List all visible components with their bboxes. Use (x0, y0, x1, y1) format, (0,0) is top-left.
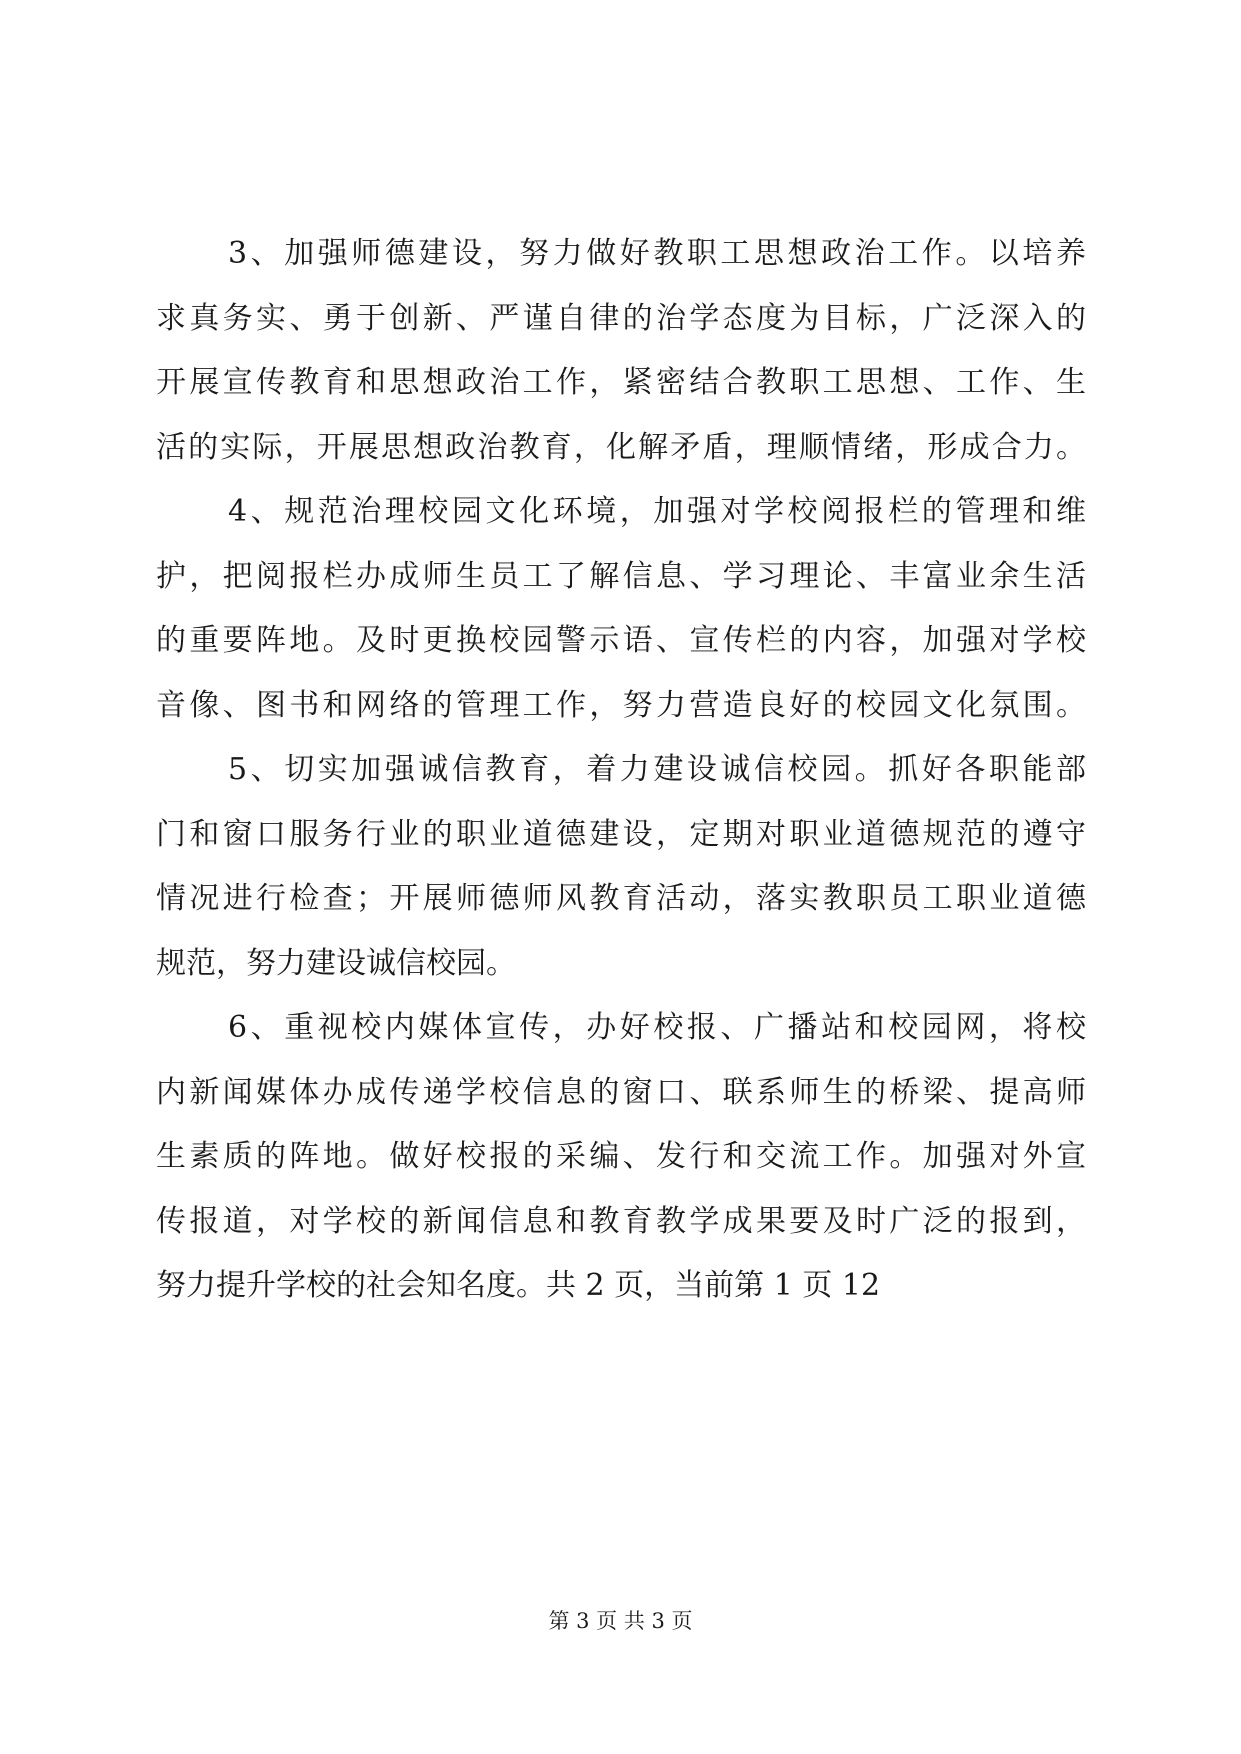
text-line: 5、切实加强诚信教育，着力建设诚信校园。抓好各职能部 (228, 752, 1086, 787)
paragraph-5 (156, 738, 1086, 996)
text-line: 规范，努力建设诚信校园。 (156, 945, 516, 981)
text-line: 生素质的阵地。做好校报的采编、发行和交流工作。加强对外宣 (156, 1139, 1086, 1174)
text-line: 护，把阅报栏办成师生员工了解信息、学习理论、丰富业余生活 (156, 558, 1086, 594)
text-line: 音像、图书和网络的管理工作，努力营造良好的校园文化氛围。 (156, 687, 1086, 723)
paragraph-3 (156, 222, 1086, 480)
text-line: 4、规范治理校园文化环境，加强对学校阅报栏的管理和维 (228, 494, 1086, 529)
page-number-label: 第 3 页 共 3 页 (548, 1609, 693, 1633)
text-line: 内新闻媒体办成传递学校信息的窗口、联系师生的桥梁、提高师 (156, 1074, 1086, 1110)
text-line: 门和窗口服务行业的职业道德建设，定期对职业道德规范的遵守 (156, 816, 1086, 852)
text-line: 情况进行检查；开展师德师风教育活动，落实教职员工职业道德 (156, 881, 1086, 916)
paragraph-4 (156, 480, 1086, 738)
text-line: 开展宣传教育和思想政治工作，紧密结合教职工思想、工作、生 (156, 365, 1086, 400)
text-line: 传报道，对学校的新闻信息和教育教学成果要及时广泛的报到， (156, 1203, 1086, 1239)
text-line: 活的实际，开展思想政治教育，化解矛盾，理顺情绪，形成合力。 (156, 429, 1086, 465)
text-line: 求真务实、勇于创新、严谨自律的治学态度为目标，广泛深入的 (156, 300, 1086, 336)
page-footer (0, 1606, 1241, 1636)
text-line: 的重要阵地。及时更换校园警示语、宣传栏的内容，加强对学校 (156, 623, 1086, 658)
text-line: 3、加强师德建设，努力做好教职工思想政治工作。以培养 (228, 236, 1086, 271)
document-body (156, 222, 1086, 1319)
text-line: 努力提升学校的社会知名度。共 2 页，当前第 1 页 12 (156, 1268, 881, 1303)
paragraph-6 (156, 996, 1086, 1319)
text-line: 6、重视校内媒体宣传，办好校报、广播站和校园网，将校 (228, 1010, 1086, 1045)
